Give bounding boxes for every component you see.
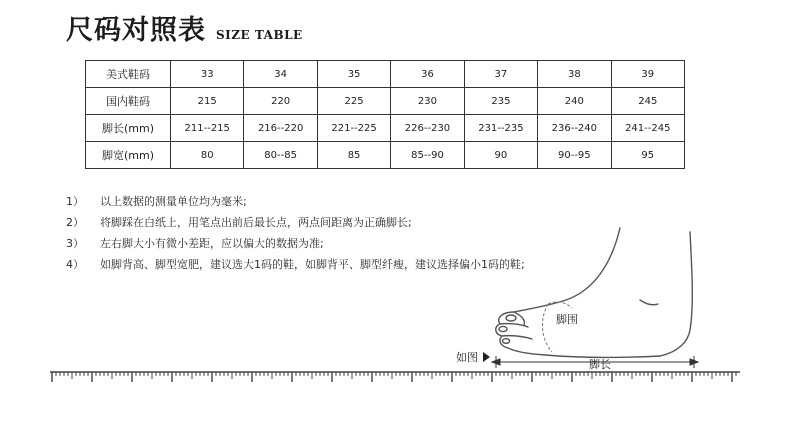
note-number: 1） [66,195,84,208]
measuring-ruler [50,372,740,382]
table-cell: 85 [317,142,390,169]
table-cell: 80 [171,142,244,169]
row-header: 美式鞋码 [86,61,171,88]
table-cell: 221--225 [317,115,390,142]
table-cell: 236--240 [538,115,611,142]
table-cell: 235 [464,88,537,115]
note-number: 4） [66,258,84,271]
table-cell: 39 [611,61,684,88]
as-shown-label: 如图 [456,351,478,364]
table-cell: 216--220 [244,115,317,142]
table-cell: 90 [464,142,537,169]
table-cell: 35 [317,61,390,88]
title-english: SIZE TABLE [216,28,303,42]
note-number: 3） [66,237,84,250]
table-cell: 215 [171,88,244,115]
table-cell: 33 [171,61,244,88]
table-cell: 220 [244,88,317,115]
foot-girth-label: 脚围 [556,313,578,326]
foot-length-label: 脚长 [589,358,611,371]
note-text: 如脚背高、脚型宽肥，建议选大1码的鞋，如脚背平、脚型纤瘦，建议选择偏小1码的鞋; [100,258,525,271]
pointer-triangle-icon [483,352,490,362]
table-cell: 241--245 [611,115,684,142]
table-cell: 80--85 [244,142,317,169]
table-cell: 37 [464,61,537,88]
table-cell: 225 [317,88,390,115]
table-cell: 36 [391,61,464,88]
table-cell: 34 [244,61,317,88]
table-cell: 230 [391,88,464,115]
table-cell: 90--95 [538,142,611,169]
row-header: 脚长(mm) [86,115,171,142]
table-cell: 240 [538,88,611,115]
title-chinese: 尺码对照表 [66,15,206,46]
table-cell: 85--90 [391,142,464,169]
row-header: 国内鞋码 [86,88,171,115]
table-cell: 211--215 [171,115,244,142]
row-header: 脚宽(mm) [86,142,171,169]
note-number: 2） [66,216,84,229]
table-cell: 226--230 [391,115,464,142]
table-cell: 95 [611,142,684,169]
note-text: 左右脚大小有微小差距，应以偏大的数据为准; [100,237,324,250]
foot-illustration [496,228,693,357]
table-cell: 245 [611,88,684,115]
table-cell: 231--235 [464,115,537,142]
note-text: 将脚踩在白纸上，用笔点出前后最长点，两点间距离为正确脚长; [100,216,412,229]
table-cell: 38 [538,61,611,88]
note-text: 以上数据的测量单位均为毫米; [100,195,247,208]
